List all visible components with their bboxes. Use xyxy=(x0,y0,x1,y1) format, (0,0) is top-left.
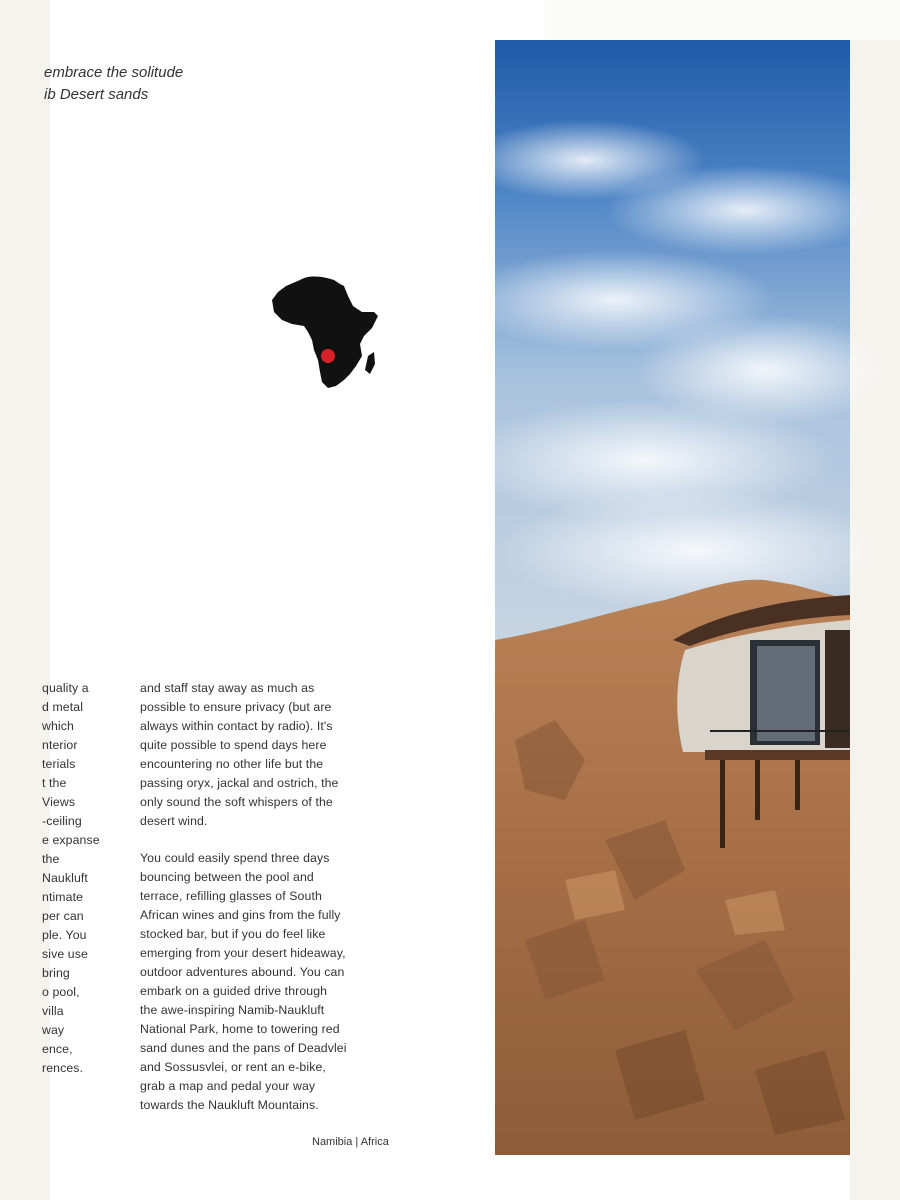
left-column-line: rences. xyxy=(42,1061,84,1075)
left-text-column xyxy=(42,679,120,1078)
left-column-line: -ceiling xyxy=(42,814,82,828)
left-column-line: nterior xyxy=(42,738,78,752)
location-caption: Namibia | Africa xyxy=(312,1136,389,1148)
deck-post xyxy=(720,760,725,848)
left-column-line: t the xyxy=(42,776,67,790)
body-text-line: stocked bar, but if you do feel like xyxy=(140,927,326,941)
left-column-line: which xyxy=(42,719,74,733)
body-text-line: desert wind. xyxy=(140,814,208,828)
left-column-line: the xyxy=(42,852,60,866)
body-text-line: African wines and gins from the fully xyxy=(140,908,341,922)
lodge-deck xyxy=(705,750,850,760)
body-text-line: You could easily spend three days xyxy=(140,851,330,865)
body-text-line: outdoor adventures abound. You can xyxy=(140,965,345,979)
body-text-line: bouncing between the pool and xyxy=(140,870,314,884)
body-text-line: passing oryx, jackal and ostrich, the xyxy=(140,776,339,790)
body-text-line: and Sossusvlei, or rent an e-bike, xyxy=(140,1060,326,1074)
madagascar-shape xyxy=(365,352,375,374)
left-column-line: Naukluft xyxy=(42,871,88,885)
desert-lodge-photo xyxy=(495,40,850,1155)
left-column-line: o pool, xyxy=(42,985,80,999)
body-text-line: only sound the soft whispers of the xyxy=(140,795,333,809)
left-column-line: sive use xyxy=(42,947,88,961)
body-text-line: emerging from your desert hideaway, xyxy=(140,946,346,960)
left-column-line: e expanse xyxy=(42,833,100,847)
left-column-line: per can xyxy=(42,909,84,923)
body-text-line: and staff stay away as much as xyxy=(140,681,315,695)
left-column-line: ence, xyxy=(42,1042,73,1056)
left-column-line: bring xyxy=(42,966,70,980)
left-column-line: ple. You xyxy=(42,928,87,942)
header-line-1: embrace the solitude xyxy=(44,64,184,81)
africa-map-shape xyxy=(272,277,378,388)
left-column-line: terials xyxy=(42,757,76,771)
article-header xyxy=(44,62,310,106)
top-margin-strip xyxy=(545,0,900,40)
left-text-column-inner xyxy=(42,679,120,1078)
left-column-line: d metal xyxy=(42,700,84,714)
left-column-line: Views xyxy=(42,795,76,809)
body-text-line: encountering no other life but the xyxy=(140,757,324,771)
header-line-2: ib Desert sands xyxy=(44,86,149,103)
body-text-line: terrace, refilling glasses of South xyxy=(140,889,322,903)
deck-post xyxy=(795,760,800,810)
location-marker-icon xyxy=(321,349,335,363)
body-text-line: quite possible to spend days here xyxy=(140,738,327,752)
body-text-line: possible to ensure privacy (but are xyxy=(140,700,332,714)
body-text-line: sand dunes and the pans of Deadvlei xyxy=(140,1041,347,1055)
deck-railing xyxy=(710,730,850,732)
body-text-line: towards the Naukluft Mountains. xyxy=(140,1098,319,1112)
africa-map-icon xyxy=(270,272,385,392)
deck-post xyxy=(755,760,760,820)
left-column-line: villa xyxy=(42,1004,64,1018)
left-column-line: ntimate xyxy=(42,890,84,904)
lodge-window-glass xyxy=(757,646,815,741)
body-text-line: grab a map and pedal your way xyxy=(140,1079,316,1093)
body-text-line: the awe-inspiring Namib-Naukluft xyxy=(140,1003,325,1017)
left-column-line: way xyxy=(42,1023,65,1037)
magazine-page xyxy=(42,0,850,1200)
body-text-line: always within contact by radio). It's xyxy=(140,719,333,733)
paragraph-gap xyxy=(140,831,425,849)
cloud xyxy=(605,165,885,255)
body-text-line: National Park, home to towering red xyxy=(140,1022,340,1036)
left-column-line: quality a xyxy=(42,681,89,695)
middle-text-column xyxy=(140,679,425,1115)
body-text-line: embark on a guided drive through xyxy=(140,984,328,998)
